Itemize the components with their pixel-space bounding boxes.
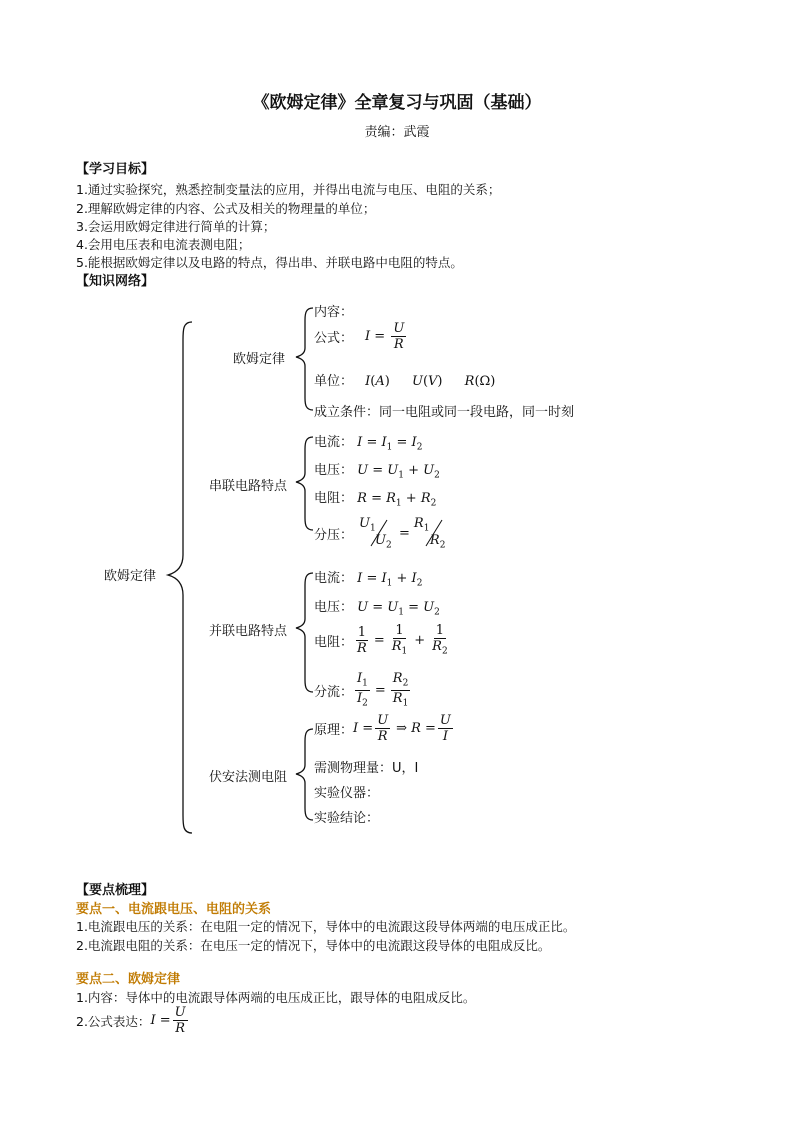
parallel-voltage-label: 电压： [314,600,354,615]
branch-voltammetry: 伏安法测电阻 [209,770,288,785]
kp2-title: 要点二、欧姆定律 [76,972,181,987]
series-resistance-label: 电阻： [314,491,354,506]
branch-parallel: 并联电路特点 [209,624,288,639]
editor-credit: 责编：武霞 [364,125,430,140]
kp1-title: 要点一、电流跟电压、电阻的关系 [76,902,272,917]
series-voltage: 电压： $U = U_1 + U_2$ [314,463,440,481]
parallel-voltage: 电压： $U = U_1 = U_2$ [314,600,440,618]
tree-root: 欧姆定律 [104,569,157,584]
parallel-resistance-label: 电阻： [314,634,354,650]
ohm-units: 单位： I(A) U(V) R(Ω) [314,374,496,389]
goal-item: 4.会用电压表和电流表测电阻； [76,237,251,252]
parallel-resistance: 电阻： $\frac{1}{R}$ = $\frac{1}{R_1}$ + $\frac{1}{R_2}$ [314,623,448,657]
goals-header: 【学习目标】 [76,162,155,177]
keypoints-header: 【要点梳理】 [76,883,155,898]
voltammetry-principle: 原理： I = $\frac{U}{R}$ ⇒ R = $\frac{U}{I}$ [314,713,451,744]
kp2-line: 1.内容：导体中的电流跟导体两端的电压成正比，跟导体的电阻成反比。 [76,990,476,1005]
ohm-formula-label: 公式： [314,331,354,346]
series-divide-label: 分压： [314,527,354,543]
parallel-current: 电流： $I = I_1 + I_2$ [314,571,423,589]
parallel-current-label: 电流： [314,571,354,586]
ohm-unit-label: 单位： [314,374,354,389]
ohm-formula-expr: I = $\frac{U}{R}$ [365,321,405,352]
voltammetry-principle-label: 原理： [314,723,354,738]
ohm-formula [314,322,408,351]
kp2-formula-line: 2.公式表达： I = $\frac{U}{R}$ [76,1005,186,1036]
network-header: 【知识网络】 [76,274,155,289]
root-brace [168,322,192,833]
kp1-line: 2.电流跟电阻的关系：在电压一定的情况下，导体中的电流跟这段导体的电阻成反比。 [76,938,551,953]
branch-series: 串联电路特点 [209,479,288,494]
goal-item: 5.能根据欧姆定律以及电路的特点，得出串、并联电路中电阻的特点。 [76,255,463,270]
ohm-brace [296,308,313,410]
voltammetry-measure: 需测物理量：U，I [314,761,419,776]
branch-ohm: 欧姆定律 [233,352,286,367]
goal-item: 2.理解欧姆定律的内容、公式及相关的物理量的单位； [76,201,376,216]
kp1-line: 1.电流跟电压的关系：在电阻一定的情况下，导体中的电流跟这段导体两端的电压成正比。 [76,919,576,934]
parallel-brace [296,573,313,692]
kp2-formula-label: 2.公式表达： [76,1013,151,1029]
series-brace [296,437,313,530]
goal-item: 1.通过实验探究，熟悉控制变量法的应用，并得出电流与电压、电阻的关系； [76,182,501,197]
ohm-condition: 成立条件：同一电阻或同一段电路，同一时刻 [314,405,575,420]
voltammetry-brace [296,729,313,820]
series-resistance: 电阻： $R = R_1 + R_2$ [314,491,437,509]
voltammetry-instruments: 实验仪器： [314,786,380,801]
parallel-divide-label: 分流： [314,684,354,700]
ohm-content: 内容： [314,305,354,320]
series-voltage-label: 电压： [314,463,354,478]
page-title: 《欧姆定律》全章复习与巩固（基础） [252,93,542,113]
series-current-label: 电流： [314,435,354,450]
voltammetry-conclusion: 实验结论： [314,811,380,826]
series-current: 电流： $I = I_1 = I_2$ [314,435,423,453]
goal-item: 3.会运用欧姆定律进行简单的计算； [76,219,276,234]
series-divide: 分压： $U_1$ $U_2$ = $R_1$ $R_2$ [314,516,446,551]
parallel-divide: 分流： $\frac{I_1}{I_2}$ = $\frac{R_2}{R_1}$ [314,671,409,709]
